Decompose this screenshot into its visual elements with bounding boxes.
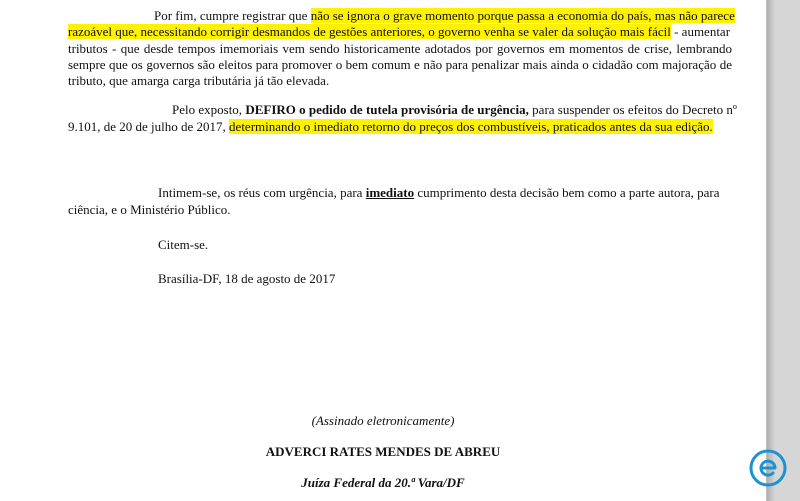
highlighted-text: determinando o imediato retorno do preços dos combustíveis, praticados antes da sua edição.	[229, 119, 713, 134]
page-edge-shadow	[767, 0, 775, 501]
signer-name: ADVERCI RATES MENDES DE ABREU	[265, 444, 501, 459]
date-line: Brasília-DF, 18 de agosto de 2017	[158, 271, 336, 286]
signature-note: (Assinado eletronicamente)	[311, 413, 455, 428]
citem-line: Citem-se.	[158, 237, 209, 252]
paragraph-1-line-5: tributo, que amarga carga tributária já tão elevada.	[68, 73, 330, 88]
paragraph-1-line-2: razoável que, necessitando corrigir desmandos de gestões anteriores, o governo venha se valer da solução mais fácil - aumentar	[68, 24, 731, 39]
paragraph-2-line-2: 9.101, de 20 de julho de 2017, determinando o imediato retorno do preços dos combustíveis, praticados antes da sua edição.	[68, 119, 713, 134]
bold-ruling: DEFIRO o pedido de tutela provisória de urgência,	[245, 102, 529, 117]
highlighted-text: razoável que, necessitando corrigir desmandos de gestões anteriores, o governo venha se valer da solução mais fácil	[68, 24, 671, 39]
signer-role: Juíza Federal da 20.ª Vara/DF	[301, 475, 465, 490]
paragraph-1-line-1: Por fim, cumpre registrar que não se ignora o grave momento porque passa a economia do país, mas não parece	[154, 8, 735, 23]
emphasized-word: imediato	[365, 185, 415, 200]
paragraph-3-line-1: Intimem-se, os réus com urgência, para imediato cumprimento desta decisão bem como a parte autora, para	[158, 185, 720, 200]
paragraph-1-line-3: tributos - que desde tempos imemoriais vem sendo historicamente adotados por governos em momentos de crise, lembrando	[68, 41, 732, 56]
paragraph-2-line-1: Pelo exposto, DEFIRO o pedido de tutela provisória de urgência, para suspender os efeitos do Decreto nº	[172, 102, 737, 117]
paragraph-1-line-4: sempre que os governos são eleitos para promover o bem comum e não para penalizar mais ainda o cidadão com majoração de	[68, 57, 732, 72]
highlighted-text: não se ignora o grave momento porque passa a economia do país, mas não parece	[310, 8, 735, 23]
e-circle-logo-icon	[748, 448, 788, 488]
paragraph-3-line-2: ciência, e o Ministério Público.	[68, 202, 231, 217]
